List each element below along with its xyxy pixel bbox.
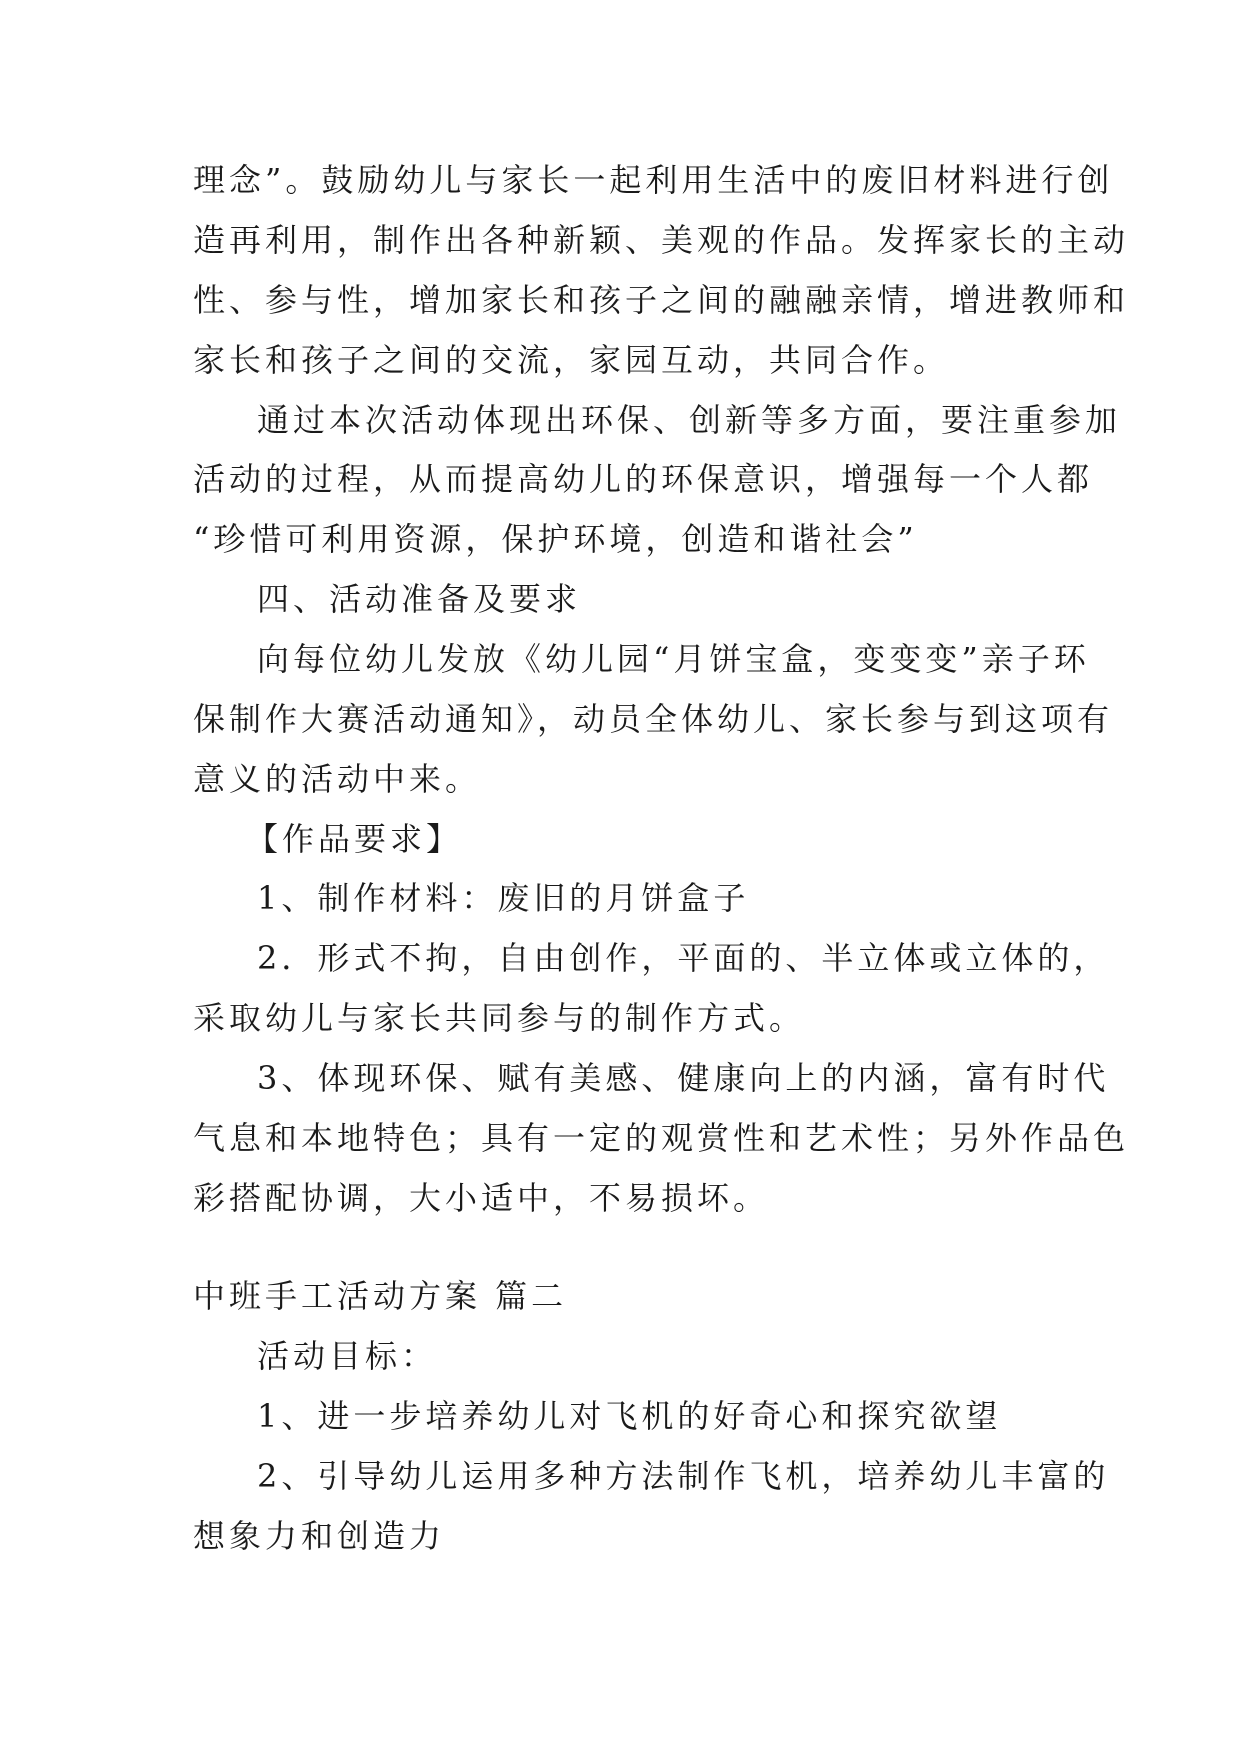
requirement-item: 3、体现环保、赋有美感、健康向上的内涵，富有时代 bbox=[257, 1059, 1110, 1097]
paragraph-line: 性、参与性，增加家长和孩子之间的融融亲情，增进教师和 bbox=[193, 281, 1130, 319]
requirement-item: 1、制作材料：废旧的月饼盒子 bbox=[257, 879, 750, 917]
paragraph-line: 通过本次活动体现出环保、创新等多方面，要注重参加 bbox=[257, 401, 1122, 439]
paragraph-line: 意义的活动中来。 bbox=[193, 760, 482, 798]
requirements-heading: 【作品要求】 bbox=[246, 820, 463, 858]
goal-item: 2、引导幼儿运用多种方法制作飞机，培养幼儿丰富的 bbox=[257, 1457, 1110, 1495]
requirement-item: 采取幼儿与家长共同参与的制作方式。 bbox=[193, 999, 806, 1037]
goal-item: 想象力和创造力 bbox=[193, 1517, 446, 1555]
requirement-item: 彩搭配协调，大小适中，不易损坏。 bbox=[193, 1179, 770, 1217]
paragraph-line: 保制作大赛活动通知》，动员全体幼儿、家长参与到这项有 bbox=[193, 700, 1114, 738]
paragraph-line: 家长和孩子之间的交流，家园互动，共同合作。 bbox=[193, 341, 950, 379]
section-heading: 四、活动准备及要求 bbox=[257, 580, 582, 618]
goal-item: 1、进一步培养幼儿对飞机的好奇心和探究欲望 bbox=[257, 1397, 1002, 1435]
paragraph-line: 理念”。鼓励幼儿与家长一起利用生活中的废旧材料进行创 bbox=[193, 161, 1114, 199]
paragraph-line: 造再利用，制作出各种新颖、美观的作品。发挥家长的主动 bbox=[193, 221, 1130, 259]
goals-label: 活动目标： bbox=[257, 1337, 438, 1375]
paragraph-line: 活动的过程，从而提高幼儿的环保意识，增强每一个人都 bbox=[193, 460, 1094, 498]
paragraph-line: “珍惜可利用资源，保护环境，创造和谐社会” bbox=[193, 520, 918, 558]
requirement-item: 2．形式不拘，自由创作，平面的、半立体或立体的， bbox=[257, 939, 1110, 977]
requirement-item: 气息和本地特色；具有一定的观赏性和艺术性；另外作品色 bbox=[193, 1119, 1130, 1157]
paragraph-line: 向每位幼儿发放《幼儿园“月饼宝盒，变变变”亲子环 bbox=[257, 640, 1090, 678]
section-title: 中班手工活动方案 篇二 bbox=[193, 1277, 568, 1315]
